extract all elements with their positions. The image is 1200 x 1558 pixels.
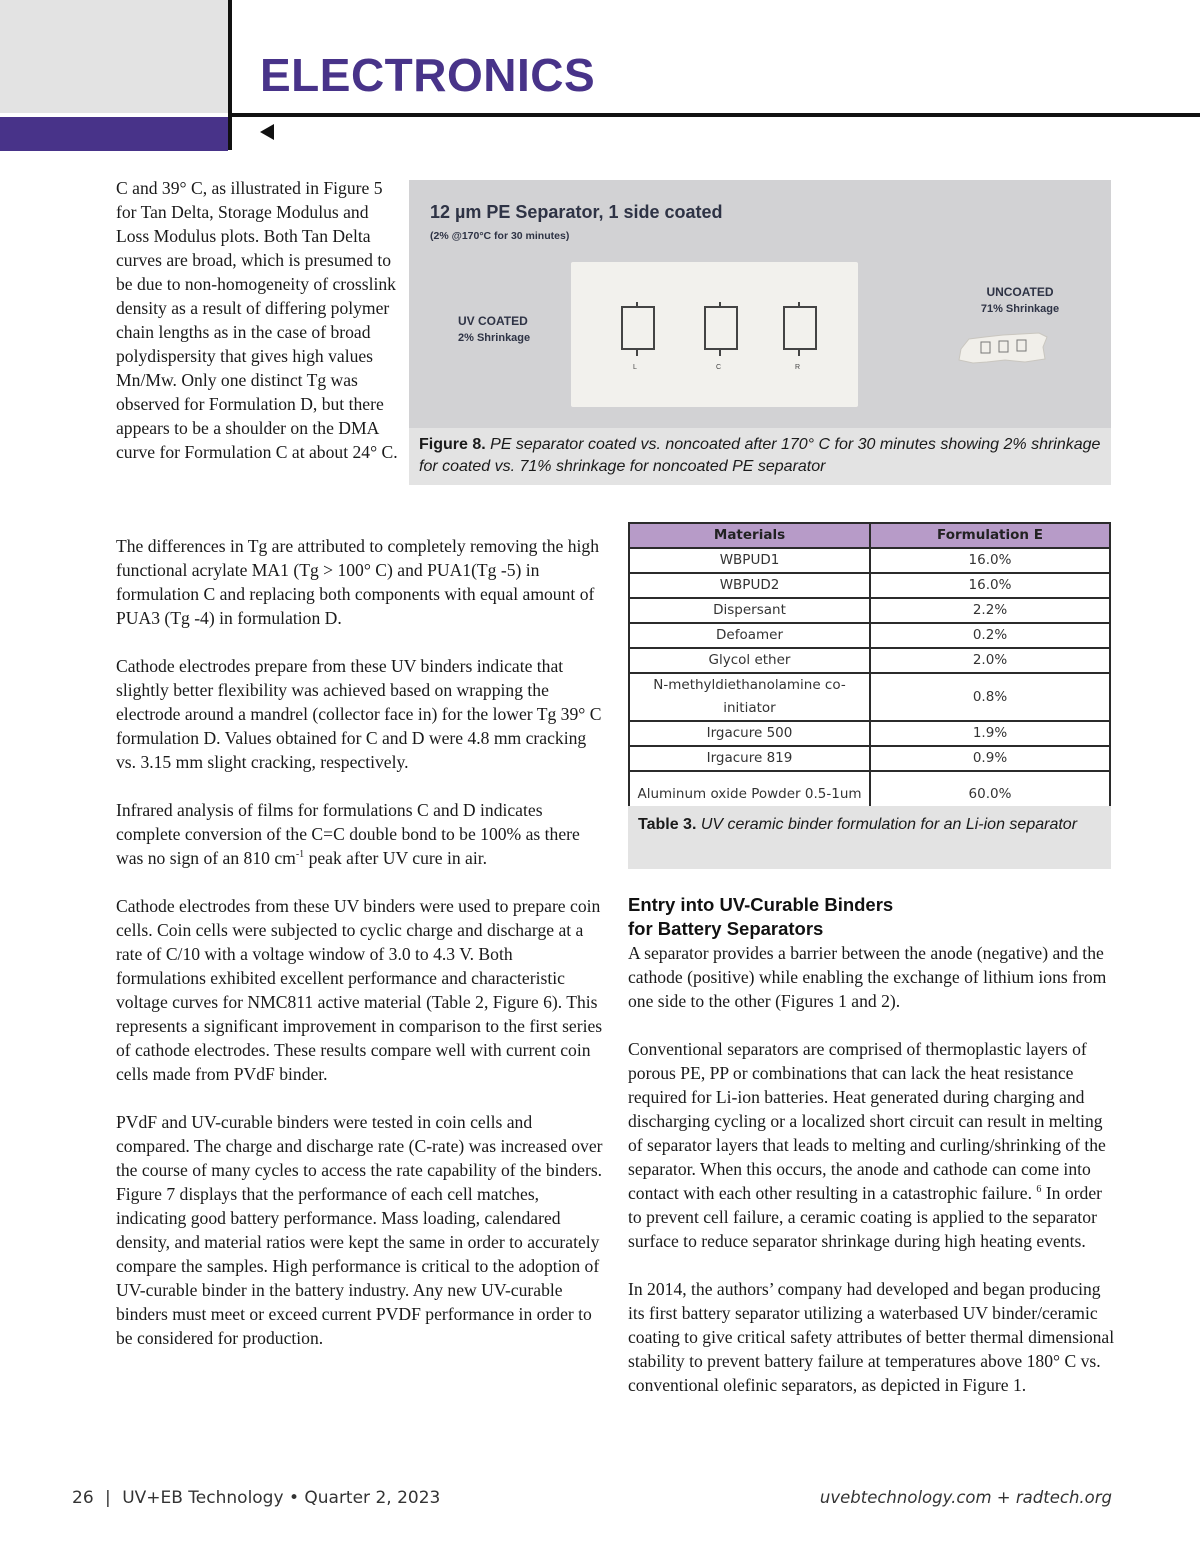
header-vertical-rule <box>228 0 232 150</box>
table-row: Aluminum oxide Powder 0.5-1um 60.0% <box>629 771 1110 817</box>
paragraph: In 2014, the authors’ company had developed and began producing its first battery separator utilizing a waterbased UV binder/ceramic coating to give critical safety attributes of better thermal dimensional stability to prevent battery failure at temperatures above 180° C vs. conventional olefinic separators, as depicted in Figure 1. <box>628 1279 1115 1395</box>
figure-8-caption: Figure 8. PE separator coated vs. noncoated after 170° C for 30 minutes showing 2% shrinkage for coated vs. 71% shrinkage for noncoated PE separator <box>409 428 1111 485</box>
column-2-text <box>628 941 1118 1397</box>
figure-8-photo <box>409 180 1111 428</box>
coated-separator-sample <box>571 262 858 407</box>
paragraph: Conventional separators are comprised of thermoplastic layers of porous PE, PP or combinations that can lack the heat resistance required for Li-ion batteries. Heat generated during charging and discharging cycling or a localized short circuit can result in melting of separator layers that leads to melting and curling/shrinking of the separator. When this occurs, the anode and cathode can come into contact with each other resulting in a catastrophic failure. $^6$ In order to prevent cell failure, a ceramic coating is applied to the separator surface to reduce separator shrinkage during high heating events. <box>628 1039 1106 1251</box>
paragraph: Cathode electrodes prepare from these UV binders indicate that slightly better flexibility was achieved based on wrapping the electrode around a mandrel (collector face in) for the lower Tg 39° C formulation D. Values obtained for C and D were 4.8 mm cracking vs. 3.15 mm slight cracking, respectively. <box>116 656 602 772</box>
header-gray-block <box>0 0 228 113</box>
uv-coated-label: UV COATED 2% Shrinkage <box>458 314 531 344</box>
paragraph: PVdF and UV-curable binders were tested in coin cells and compared. The charge and discharge rate (C-rate) was increased over the course of many cycles to access the rate capability of the binders. Figure 7 displays that the performance of each cell matches, indicating good battery performance. Mass loading, calendared density, and material ratios were kept the same in order to accurately compare the samples. High performance is critical to the adoption of UV-curable binder in the battery industry. Any new UV-curable binders must meet or exceed current PVDF performance in order to be considered for production. <box>116 1112 603 1348</box>
table-row: WBPUD1 16.0% <box>629 548 1110 573</box>
figure-image-subtitle: (2% @170°C for 30 minutes) <box>430 230 570 242</box>
uncoated-label: UNCOATED 71% Shrinkage <box>980 285 1060 315</box>
column-header: Formulation E <box>870 523 1110 548</box>
header-horizontal-rule <box>228 113 1200 117</box>
paragraph: The differences in Tg are attributed to completely removing the high functional acrylate MA1 (Tg > 100° C) and PUA1(Tg -5) in formulation C and replacing both components with equal amount of PUA3 (Tg -4) in formulation D. <box>116 536 600 628</box>
sample-mark: L <box>633 364 637 371</box>
page-footer <box>72 1488 1112 1516</box>
column-1-text <box>116 534 606 1350</box>
footer-websites[interactable]: uvebtechnology.com + radtech.org <box>819 1488 1112 1507</box>
shrunken-separator-sample <box>955 329 1051 366</box>
publication-name: UV+EB Technology • Quarter 2, 2023 <box>122 1488 441 1508</box>
page-number: 26 <box>72 1488 94 1508</box>
table-3-caption: Table 3. UV ceramic binder formulation for an Li-ion separator <box>628 806 1111 869</box>
paragraph: Infrared analysis of films for formulations C and D indicates complete conversion of the C=C double bond to be 100% as there was no sign of an 810 $cm^{-1}$ peak after UV cure in air. <box>116 800 580 868</box>
figure-8 <box>409 180 1111 485</box>
table-header-row <box>629 523 1110 548</box>
paragraph: C and 39° C, as illustrated in Figure 5 for Tan Delta, Storage Modulus and Loss Modulus plots. Both Tan Delta curves are broad, which is presumed to be due to non-homogeneity of crosslink density as a result of differing polymer chain lengths as in the case of broad polydispersity that gives high values Mn/Mw. Only one distinct Tg was observed for Formulation D, but there appears to be a shoulder on the DMA curve for Formulation C at about 24° C. <box>116 178 398 462</box>
table-row: Glycol ether 2.0% <box>629 648 1110 673</box>
column-1-top-text <box>116 176 406 464</box>
sample-mark: R <box>795 364 801 371</box>
table-row: Irgacure 500 1.9% <box>629 721 1110 746</box>
table-row: WBPUD2 16.0% <box>629 573 1110 598</box>
column-header: Materials <box>629 523 870 548</box>
paragraph: Cathode electrodes from these UV binders were used to prepare coin cells. Coin cells were subjected to cyclic charge and discharge at a rate of C/10 with a voltage window of 3.0 to 4.3 V. Both formulations exhibited excellent performance and characteristic voltage curves for NMC811 active material (Table 2, Figure 6). This represents a significant improvement in comparison to the first series of cathode electrodes. These results compare well with current coin cells made from PVdF binder. <box>116 896 603 1084</box>
table-row: Irgacure 819 0.9% <box>629 746 1110 771</box>
table-row: N-methyldiethanolamine co-initiator 0.8% <box>629 673 1110 721</box>
sample-square-center <box>704 306 738 350</box>
sample-mark: C <box>716 364 722 371</box>
table-row: Dispersant 2.2% <box>629 598 1110 623</box>
sample-square-left <box>621 306 655 350</box>
sample-square-right <box>783 306 817 350</box>
section-heading: Entry into UV-Curable Binders for Battery Separators <box>628 894 894 939</box>
header-purple-bar <box>0 117 228 151</box>
paragraph: A separator provides a barrier between the anode (negative) and the cathode (positive) while enabling the exchange of lithium ions from one side to the other (Figures 1 and 2). <box>628 943 1107 1011</box>
figure-image-title: 12 µm PE Separator, 1 side coated <box>430 202 723 222</box>
table-row: Defoamer 0.2% <box>629 623 1110 648</box>
back-arrow-icon <box>260 124 274 140</box>
section-title: ELECTRONICS <box>260 49 596 101</box>
footer-publication: 26 | UV+EB Technology • Quarter 2, 2023 <box>72 1488 441 1508</box>
table-3 <box>628 522 1111 818</box>
